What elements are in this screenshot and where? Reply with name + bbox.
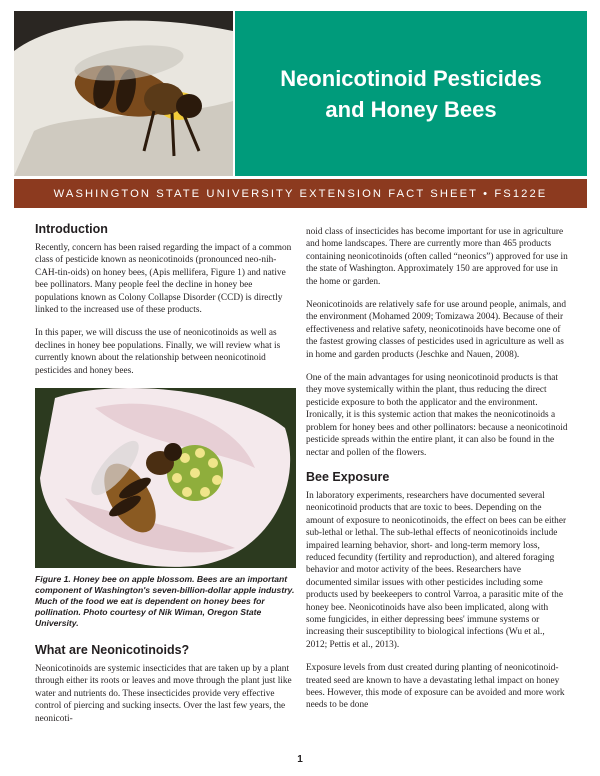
right-column (306, 226, 568, 723)
banner-text: WASHINGTON STATE UNIVERSITY EXTENSION FACT SHEET • FS122E (53, 187, 548, 200)
what-are-paragraph-1: Neonicotinoids are systemic insecticides that are taken up by a plant through either its roots or leaves and move through the plant just like water and nutrients do. These insecticides provide very effective control of piercing and sucking insects. Over the last few years, the neonicoti- (35, 664, 292, 724)
what-are-paragraph-2: Neonicotinoids are relatively safe for use around people, animals, and the environment (Mohamed 2009; Tomizawa 2004). Because of their effectiveness and relative safety, neonicotinoids have become one of the fastest growing classes of pesticides used in agriculture as well as in home and garden products (Jeschke and Nauen, 2008). (306, 300, 566, 360)
page-title: Neonicotinoid Pesticides and Honey Bees (280, 65, 542, 122)
figure-1-photo (35, 388, 296, 568)
fact-sheet-banner (14, 179, 587, 208)
bee-exposure-heading: Bee Exposure (306, 469, 390, 484)
what-are-neonicotinoids-heading: What are Neonicotinoids? (35, 643, 190, 658)
what-are-paragraph-3: One of the main advantages for using neonicotinoid products is that they move systemically within the plant, thus reducing the direct pesticide exposure to both the applicator and the environment. Ironically, it is this systemic action that makes the neonicotinoids a problem for honey bees and other pollinators: because a neonicotinoid pesticide spreads within the entire plant, it can also be found in the nectar and pollen of the flowers. (306, 373, 568, 458)
introduction-paragraph-1: Recently, concern has been raised regarding the impact of a common class of pesticide known as neonicotinoids (pronounced neo-nih-CAH-tin-oids) on honey bees, (Apis mellifera, Figure 1) and native bee pollinators. Many people feel the decline in honey bee populations known as Colony Collapse Disorder (CCD) is directly linked to the increased use of these products. (35, 243, 292, 316)
left-column (35, 222, 297, 736)
introduction-paragraph-2: In this paper, we will discuss the use of neonicotinoids as well as declines in honey bee populations. Finally, we will review what is currently known about the relationship between neonicotinoid pesticides and honey bees. (35, 328, 281, 376)
page-number: 1 (297, 754, 303, 765)
what-are-paragraph-1-continued: noid class of insecticides has become important for use in agriculture and home landscapes. There are currently more than 465 products containing neonicotinoids (often called “neonics”) approved for use in the state of Washington. Approximately 150 are approved for use in the home or garden. (306, 227, 568, 287)
honey-bee-illustration (14, 11, 233, 176)
introduction-heading: Introduction (35, 222, 108, 236)
bee-exposure-paragraph-2: Exposure levels from dust created during planting of neonicotinoid-treated seed are known to have a devastating lethal impact on honey bees. However, this mode of exposure can be avoided and more work needs to be done (306, 663, 565, 711)
bee-on-blossom-illustration (35, 388, 296, 568)
bee-exposure-paragraph-1: In laboratory experiments, researchers have documented several neonicotinoid products that are toxic to bees. Depending on the amount of exposure to neonicotinoids, the effect on bees can be either sub-lethal or lethal. The sub-lethal effects of neonicotinoids include impaired learning behavior, short- and long-term memory loss, reduced fecundity (fertility and reproduction), and altered foraging behavior and motor activity of the bees. Researchers have documented similar issues with other pesticides including some products used by beekeepers to control Varroa, a parasitic mite of the honey bee. Neonicotinoids have also been implicated, along with some fungicides, in either depressing bees' immune systems or increasing their susceptibility to biological infections (Wu et al., 2012; Pettis et al., 2013). (306, 490, 567, 650)
honey-bee-photo (14, 11, 233, 176)
figure-1-caption: Figure 1. Honey bee on apple blossom. Bees are an important component of Washington's seven-billion-dollar apple industry. Much of the food we eat is dependent on honey bees for pollination. Photo courtesy of Nik Wiman, Oregon State University. (35, 574, 295, 629)
title-block (235, 11, 587, 176)
